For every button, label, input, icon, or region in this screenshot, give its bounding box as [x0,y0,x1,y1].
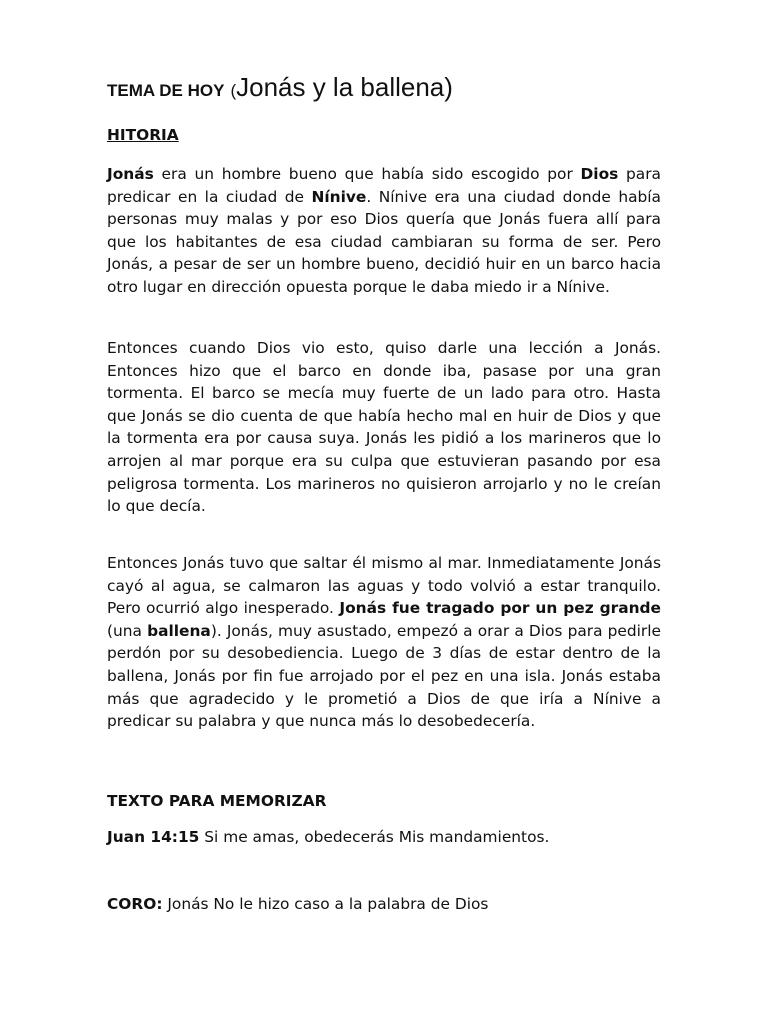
p3-text-a: Entonces Jonás tuvo que saltar él mismo al mar. Inmediatamente Jonás cayó al agua, se calmaron las aguas y todo volvió a estar tranquilo. Pero ocurrió algo inesperado. [107,554,661,618]
p1-bold-jonas: Jonás [107,165,154,183]
memorizar-heading: TEXTO PARA MEMORIZAR [107,792,327,810]
p1-text-b: para predicar en la ciudad de [107,165,661,206]
p1-text-a: era un hombre bueno que había sido escogido por [153,165,581,183]
verse-text: Si me amas, obedecerás Mis mandamientos. [199,828,550,846]
title-open-paren: ( [230,81,237,100]
verse-reference: Juan 14:15 [107,828,200,846]
historia-heading: HITORIA [107,126,179,144]
p3-text-b: (una [107,621,148,640]
historia-paragraph-3 [107,552,661,733]
title-label: TEMA DE HOY [107,81,225,100]
memory-verse [107,826,549,849]
coro-text: Jonás No le hizo caso a la palabra de Dios [162,895,489,913]
p1-bold-dios: Dios [580,165,619,183]
p3-text-c: ). Jonás, muy asustado, empezó a orar a Dios para pedirle perdón por su desobediencia. Luego de 3 días de estar dentro de la ballena, Jonás por fin fue arrojado por el pez en una isla. Jonás estaba más que agradecido y le prometió a Dios de que iría a Nínive a predicar su palabra y que nunca más lo desobedecería. [107,621,662,731]
p1-bold-ninive: Nínive [311,187,367,206]
p3-bold-ballena: ballena [147,621,211,640]
page-title [107,72,453,104]
p3-bold-tragado: Jonás fue tragado por un pez grande [339,599,661,618]
coro-line [107,893,488,916]
p1-text-c: . Nínive era una ciudad donde había personas muy malas y por eso Dios quería que Jonás fuera allí para que los habitantes de esa ciudad cambiaran su forma de ser. Pero Jonás, a pesar de ser un hombre bueno, decidió huir en un barco hacia otro lugar en dirección opuesta porque le daba miedo ir a Nínive. [107,187,661,296]
title-main: Jonás y la ballena) [236,72,453,102]
historia-paragraph-2: Entonces cuando Dios vio esto, quiso darle una lección a Jonás. Entonces hizo que el barco en donde iba, pasase por una gran tormenta. El barco se mecía muy fuerte de un lado para otro. Hasta que Jonás se dio cuenta de que había hecho mal en huir de Dios y que la tormenta era por causa suya. Jonás les pidió a los marineros que lo arrojen al mar porque era su culpa que estuvieran pasando por esa peligrosa tormenta. Los marineros no quisieron arrojarlo y no le creían lo que decía. [107,339,661,516]
coro-label: CORO: [107,895,163,913]
historia-paragraph-1 [107,163,661,299]
